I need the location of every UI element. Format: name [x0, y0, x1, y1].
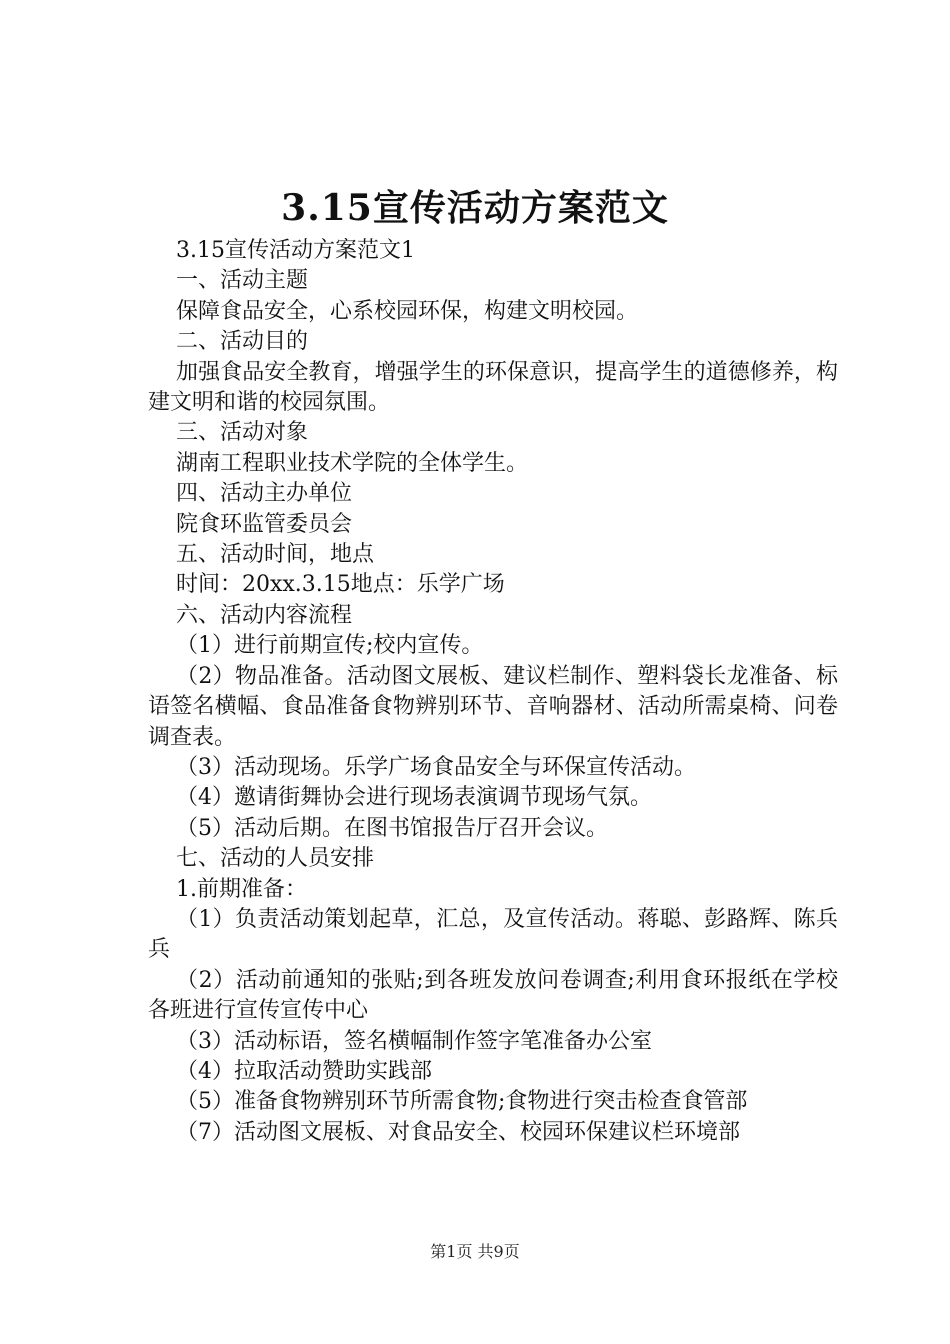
list-item: （3）活动标语，签名横幅制作签字笔准备办公室 — [176, 1028, 652, 1054]
paragraph: 加强食品安全教育，增强学生的环保意识，提高学生的道德修养，构建文明和谐的校园氛围。 — [148, 359, 838, 416]
list-item: （2）活动前通知的张贴;到各班发放问卷调查;利用食环报纸在学校各班进行宣传宣传中心 — [148, 967, 838, 1024]
document-body — [148, 236, 838, 1148]
list-item: （3）活动现场。乐学广场食品安全与环保宣传活动。 — [176, 754, 696, 780]
list-item: （4）邀请街舞协会进行现场表演调节现场气氛。 — [176, 785, 652, 811]
paragraph: 时间：20xx.3.15地点：乐学广场 — [176, 572, 505, 598]
list-item: （5）活动后期。在图书馆报告厅召开会议。 — [176, 815, 608, 841]
list-item: （1）进行前期宣传;校内宣传。 — [176, 633, 484, 659]
page-number: 第1页 共9页 — [430, 1242, 520, 1261]
sub-heading: 1.前期准备： — [176, 876, 307, 902]
paragraph: 3.15宣传活动方案范文1 — [176, 238, 415, 263]
paragraph: 湖南工程职业技术学院的全体学生。 — [176, 450, 529, 476]
list-item: （4）拉取活动赞助实践部 — [176, 1058, 432, 1084]
section-heading: 四、活动主办单位 — [176, 481, 353, 507]
section-heading: 七、活动的人员安排 — [176, 846, 375, 872]
section-heading: 六、活动内容流程 — [176, 602, 353, 628]
section-heading: 一、活动主题 — [176, 268, 309, 294]
list-item: （2）物品准备。活动图文展板、建议栏制作、塑料袋长龙准备、标语签名横幅、食品准备食物辨别环节、音响器材、活动所需桌椅、问卷调查表。 — [148, 663, 838, 750]
paragraph: 保障食品安全，心系校园环保，构建文明校园。 — [176, 298, 639, 324]
section-heading: 五、活动时间，地点 — [176, 542, 375, 568]
list-item: （5）准备食物辨别环节所需食物;食物进行突击检查食管部 — [176, 1089, 748, 1115]
paragraph: 院食环监管委员会 — [176, 511, 353, 537]
list-item: （1）负责活动策划起草，汇总，及宣传活动。蒋聪、彭路辉、陈兵兵 — [148, 906, 838, 963]
page-title: 3.15宣传活动方案范文 — [281, 187, 669, 229]
section-heading: 三、活动对象 — [176, 420, 309, 446]
section-heading: 二、活动目的 — [176, 329, 309, 355]
list-item: （7）活动图文展板、对食品安全、校园环保建议栏环境部 — [176, 1119, 740, 1145]
